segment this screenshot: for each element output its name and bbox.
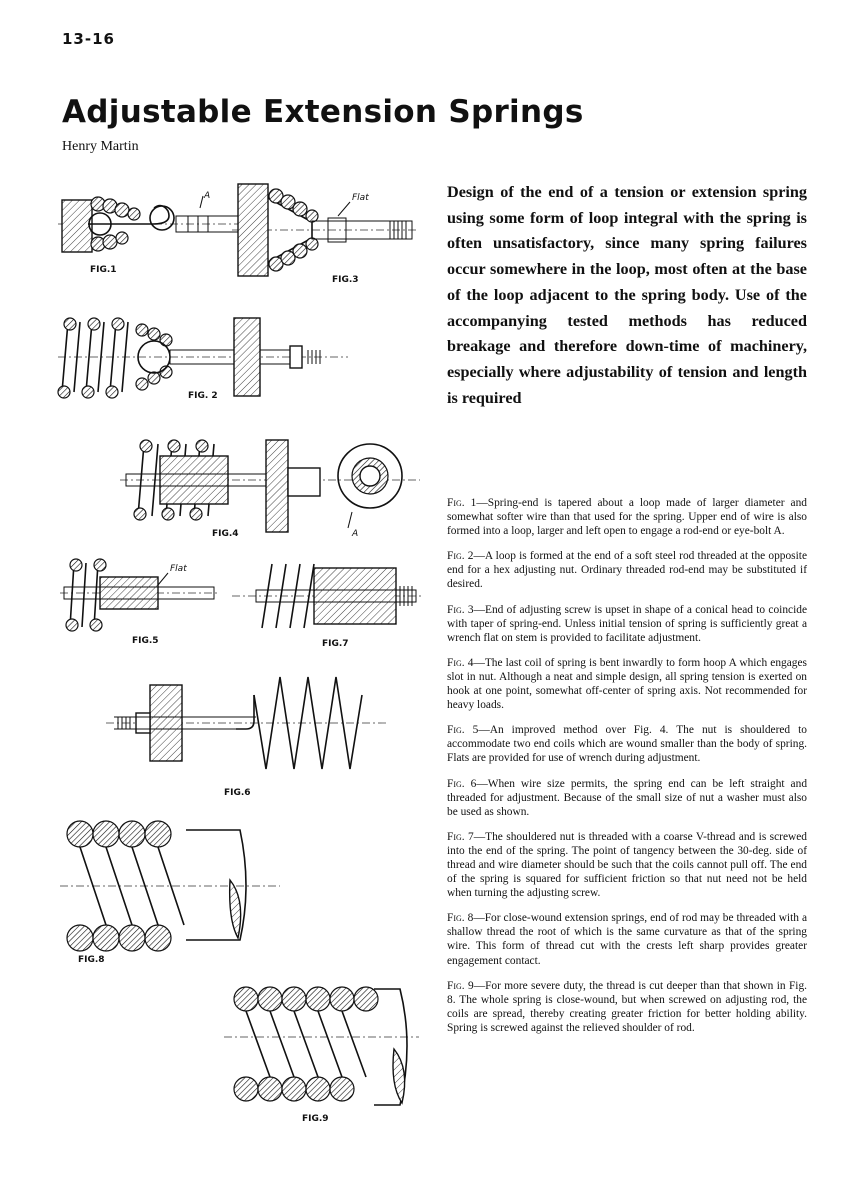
caption-text: —The shouldered nut is threaded with a coarse V-thread and is screwed into the end of the spring. The point of tangency between the 30-deg. side of thread and wire diameter should be such that the coils cannot pull off. The end of the spring is squared for sufficient friction so that nut need not be held when turning the adjusting screw. bbox=[447, 830, 807, 900]
figure-captions bbox=[447, 496, 807, 1046]
figure-6 bbox=[106, 665, 386, 800]
fig3-flat-label: Flat bbox=[352, 193, 369, 203]
fig4-a-label: A bbox=[352, 529, 359, 539]
caption-fig4 bbox=[447, 656, 807, 712]
caption-lead: Fig. 3 bbox=[447, 603, 474, 616]
fig1-a-label: A bbox=[204, 191, 211, 201]
caption-lead: Fig. 2 bbox=[447, 550, 474, 563]
caption-text: —End of adjusting screw is upset in shape of a conical head to coincide with taper of spring-end. Unless initial tension of spring is sufficiently great a wrench flat on stem is provided to facilitate adjustment. bbox=[447, 603, 808, 644]
caption-fig2 bbox=[447, 549, 807, 591]
intro-paragraph: Design of the end of a tension or extension spring using some form of loop integral with the spring is often unsatisfactory, since many spring failures occur somewhere in the loop, most often at the base of the loop adjacent to the spring body. Use of the accompanying tested methods has reduced breakage and therefore down-time of machinery, especially where adjustability of tension and length is required bbox=[447, 183, 807, 407]
page-number: 13-16 bbox=[62, 30, 115, 48]
fig4-label: FIG.4 bbox=[212, 529, 239, 539]
figure-9 bbox=[224, 985, 419, 1125]
fig5-label: FIG.5 bbox=[132, 636, 159, 646]
caption-fig8 bbox=[447, 911, 807, 967]
fig5-flat-label: Flat bbox=[170, 564, 187, 574]
caption-lead: Fig. 5 bbox=[447, 724, 479, 737]
fig1-label: FIG.1 bbox=[90, 265, 117, 275]
fig7-label: FIG.7 bbox=[322, 639, 349, 649]
caption-lead: Fig. 7 bbox=[447, 830, 474, 843]
caption-text: —A loop is formed at the end of a soft steel rod threaded at the opposite end for a hex adjusting nut. Ordinary threaded rod-end may be substituted if desired. bbox=[447, 550, 807, 591]
caption-fig1 bbox=[447, 496, 807, 538]
fig2-label: FIG. 2 bbox=[188, 391, 218, 401]
author-byline: Henry Martin bbox=[62, 139, 139, 154]
caption-lead: Fig. 6 bbox=[447, 777, 477, 790]
caption-fig5 bbox=[447, 723, 807, 765]
caption-fig9 bbox=[447, 979, 807, 1035]
caption-text: —When wire size permits, the spring end can be left straight and threaded for adjustment. Because of the small size of nut a washer must also be used as shown. bbox=[447, 777, 808, 818]
figure-3 bbox=[232, 180, 417, 285]
caption-text: —Spring-end is tapered about a loop made of larger diameter and somewhat softer wire than that used for the spring. Upper end of wire is also formed into a loop, larger and left open to engage a rod-end or eye-bolt A. bbox=[447, 497, 808, 538]
fig9-label: FIG.9 bbox=[302, 1114, 329, 1124]
caption-fig3 bbox=[447, 603, 807, 645]
figure-8 bbox=[60, 820, 280, 965]
caption-fig7 bbox=[447, 830, 807, 900]
figure-4 bbox=[120, 436, 420, 538]
caption-text: —For more severe duty, the thread is cut deeper than that shown in Fig. 8. The whole spring is close-wound, but when screwed on adjusting rod, the coils are spread, thereby creating greater friction for better holding ability. Spring is screwed against the relieved shoulder of rod. bbox=[447, 979, 807, 1034]
figure-1 bbox=[58, 186, 248, 286]
figure-2 bbox=[58, 312, 348, 412]
caption-text: —An improved method over Fig. 4. The nut is shouldered to accommodate two end coils which are wound smaller than the body of spring. Flats are provided for use of wrench during adjustment. bbox=[447, 724, 807, 765]
caption-text: —For close-wound extension springs, end of rod may be threaded with a shallow thread the root of which is the same curvature as that of the spring wire. This form of thread cut with the crests left sharp provides greater engagement contact. bbox=[447, 912, 807, 967]
figure-7 bbox=[232, 560, 422, 652]
caption-lead: Fig. 1 bbox=[447, 497, 477, 509]
caption-text: —The last coil of spring is bent inwardly to form hoop A which engages slot in nut. Although a neat and simple design, all spring tension is exerted on hook at one point, somewhat off-center of spring axis. Not recommended for heavy loads. bbox=[447, 656, 807, 712]
fig8-label: FIG.8 bbox=[78, 955, 105, 965]
fig3-label: FIG.3 bbox=[332, 275, 359, 285]
article-title: Adjustable Extension Springs bbox=[62, 94, 584, 130]
figure-5 bbox=[60, 555, 220, 650]
caption-lead: Fig. 4 bbox=[447, 656, 474, 669]
caption-fig6 bbox=[447, 777, 807, 819]
fig6-label: FIG.6 bbox=[224, 788, 251, 798]
caption-lead: Fig. 8 bbox=[447, 912, 474, 925]
caption-lead: Fig. 9 bbox=[447, 979, 474, 992]
